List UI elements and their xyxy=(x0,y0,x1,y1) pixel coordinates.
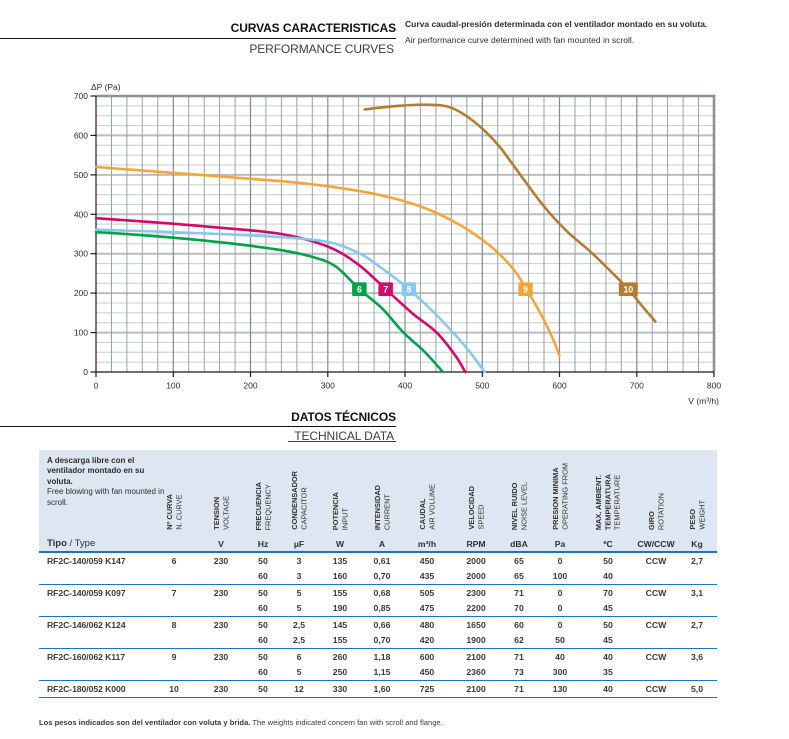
value-cell: 62 xyxy=(514,635,524,646)
y-tick-label: 500 xyxy=(73,169,88,180)
column-header-text xyxy=(418,484,437,530)
y-axis-title: ΔP (Pa) xyxy=(91,82,121,92)
value-cell: 2100 xyxy=(466,651,486,662)
type-label-es: Tipo xyxy=(47,538,67,549)
value-cell: 250 xyxy=(332,667,348,678)
unit-label: RPM xyxy=(466,539,486,549)
value-cell: 0 xyxy=(557,555,563,566)
header-line-en: OPERATING FROM xyxy=(560,463,569,530)
value-cell: 230 xyxy=(213,683,229,694)
value-cell: 60 xyxy=(514,619,524,630)
unit-label: dBA xyxy=(510,539,528,549)
value-cell: 2,7 xyxy=(690,619,704,630)
x-tick-label: 100 xyxy=(166,380,181,391)
value-cell: 0 xyxy=(557,587,563,598)
column-header-text xyxy=(165,494,184,530)
value-cell: 475 xyxy=(419,603,435,614)
value-cell: 60 xyxy=(258,571,268,582)
table-row xyxy=(39,681,717,697)
column-header-text xyxy=(254,482,273,530)
value-cell: 40 xyxy=(603,651,613,662)
value-cell: 0,85 xyxy=(373,603,391,614)
column-header-text xyxy=(212,496,231,530)
value-cell: 5 xyxy=(296,667,302,678)
value-cell: 480 xyxy=(419,619,435,630)
value-cell: 50 xyxy=(258,619,268,630)
unit-label: A xyxy=(378,539,386,549)
curve-label-9: 9 xyxy=(523,284,528,295)
curves-title-en: PERFORMANCE CURVES xyxy=(249,42,394,56)
value-cell: 65 xyxy=(514,571,524,582)
value-cell: 230 xyxy=(213,587,229,598)
value-cell: 6 xyxy=(171,555,177,566)
curves-description xyxy=(405,19,750,46)
value-cell: 420 xyxy=(419,635,435,646)
header-line-es: POTENCIA xyxy=(330,491,340,530)
value-cell: 45 xyxy=(603,603,613,614)
model-cell: RF2C-160/062 K117 xyxy=(47,651,125,662)
column-header-6 xyxy=(363,452,401,530)
y-tick-label: 0 xyxy=(83,367,88,377)
table-row xyxy=(39,665,717,681)
column-header-3 xyxy=(245,452,281,530)
value-cell: 2,5 xyxy=(292,619,306,630)
x-tick-label: 400 xyxy=(397,380,413,391)
x-tick-label: 200 xyxy=(243,380,258,391)
value-cell: 1,18 xyxy=(373,651,391,662)
header-line-en: CURRENT xyxy=(382,493,391,530)
value-cell: CCW xyxy=(645,555,667,566)
value-cell: 155 xyxy=(332,587,348,598)
model-cell: RF2C-140/059 K097 xyxy=(47,587,126,598)
value-cell: 50 xyxy=(555,635,565,646)
x-tick-label: 800 xyxy=(706,380,722,391)
y-tick-label: 600 xyxy=(73,130,88,141)
x-tick-label: 600 xyxy=(552,380,567,391)
value-cell: 1900 xyxy=(466,635,486,646)
header-line-es: PRESION MINIMA xyxy=(550,467,560,530)
value-cell: 60 xyxy=(258,603,268,614)
curve-label-7: 7 xyxy=(383,284,389,295)
value-cell: 50 xyxy=(258,683,268,694)
value-cell: 330 xyxy=(332,683,348,694)
header-line-en: WEIGHT xyxy=(697,500,706,530)
x-tick-label: 0 xyxy=(93,380,99,391)
column-header-9 xyxy=(499,452,539,530)
column-header-10 xyxy=(539,452,581,530)
value-cell: 505 xyxy=(419,587,435,598)
value-cell: 45 xyxy=(603,635,613,646)
value-cell: 60 xyxy=(258,667,268,678)
header-line-es: CONDENSADOR xyxy=(289,471,299,530)
value-cell: 50 xyxy=(603,619,613,630)
unit-label: m³/h xyxy=(417,539,437,549)
header-line-es: NIVEL RUIDO xyxy=(509,482,519,530)
weights-footnote-en: The weights indicated concern fan with scroll and flange. xyxy=(252,717,443,727)
value-cell: 260 xyxy=(332,651,348,662)
header-line-es2: TEMPERATURA xyxy=(603,473,613,530)
value-cell: 50 xyxy=(603,555,613,566)
header-line-es: FRECUENCIA xyxy=(253,481,263,530)
model-cell: RF2C-180/052 K000 xyxy=(47,683,126,694)
unit-label: ºC xyxy=(603,539,613,549)
value-cell: 71 xyxy=(514,651,524,662)
value-cell: 1650 xyxy=(466,619,486,630)
technical-title-en-rule xyxy=(288,441,396,442)
curves-description-es: Curva caudal-presión determinada con el ventilador montado en su voluta. xyxy=(405,19,708,29)
value-cell: 71 xyxy=(514,587,524,598)
value-cell: 0,70 xyxy=(373,571,391,582)
value-cell: 160 xyxy=(332,571,348,582)
unit-label: CW/CCW xyxy=(637,539,675,549)
value-cell: 300 xyxy=(552,667,568,678)
table-units-row xyxy=(39,535,717,549)
value-cell: 0,68 xyxy=(373,587,391,598)
value-cell: 725 xyxy=(419,683,435,694)
value-cell: CCW xyxy=(645,619,667,630)
value-cell: 40 xyxy=(603,683,613,694)
unit-label: Hz xyxy=(257,539,269,549)
column-header-1 xyxy=(151,452,197,530)
header-line-es: GIRO xyxy=(646,511,656,530)
value-cell: CCW xyxy=(645,651,667,662)
column-header-text xyxy=(373,485,392,530)
value-cell: 9 xyxy=(171,651,177,662)
type-column-header xyxy=(47,538,95,549)
x-tick-label: 300 xyxy=(320,380,335,391)
header-line-en: AIR VOLUME xyxy=(427,484,436,530)
curves-description-en: Air performance curve determined with fan mounted in scroll. xyxy=(405,35,635,46)
model-cell: RF2C-146/062 K124 xyxy=(47,619,126,630)
header-line-en: FREQUENCY xyxy=(263,483,272,530)
value-cell: 40 xyxy=(555,651,565,662)
value-cell: 450 xyxy=(419,555,435,566)
value-cell: 3,6 xyxy=(690,651,704,662)
value-cell: 71 xyxy=(514,683,524,694)
value-cell: 0,61 xyxy=(373,555,391,566)
header-line-es: TENSION xyxy=(211,497,221,530)
header-line-es: CAUDAL xyxy=(417,498,427,530)
value-cell: 70 xyxy=(514,603,524,614)
table-row xyxy=(39,601,717,617)
value-cell: 2,7 xyxy=(690,555,704,566)
model-group-9 xyxy=(39,649,717,681)
unit-label: W xyxy=(335,539,345,549)
column-header-text xyxy=(510,482,529,530)
unit-label: µF xyxy=(293,539,305,549)
table-row xyxy=(39,649,717,665)
column-header-13 xyxy=(677,452,717,530)
value-cell: 130 xyxy=(552,683,568,694)
model-group-8 xyxy=(39,617,717,649)
y-tick-label: 300 xyxy=(73,248,88,259)
value-cell: 190 xyxy=(332,603,348,614)
header-line-en: SPEED xyxy=(476,504,485,530)
value-cell: 155 xyxy=(332,635,348,646)
value-cell: 70 xyxy=(603,587,613,598)
value-cell: 2360 xyxy=(466,667,486,678)
value-cell: 12 xyxy=(294,683,304,694)
value-cell: 3,1 xyxy=(690,587,704,598)
value-cell: 35 xyxy=(603,667,613,678)
column-header-text xyxy=(688,500,707,530)
unit-label: V xyxy=(218,539,224,549)
value-cell: 2000 xyxy=(466,571,486,582)
value-cell: 2,5 xyxy=(292,635,306,646)
column-header-text xyxy=(290,471,309,530)
value-cell: 2000 xyxy=(466,555,486,566)
table-header-band xyxy=(39,450,717,553)
value-cell: 50 xyxy=(258,587,268,598)
y-tick-label: 100 xyxy=(73,327,88,338)
header-line-es: PESO xyxy=(687,509,697,530)
header-line-en: TEMPERATURE xyxy=(612,474,622,530)
column-header-7 xyxy=(401,452,453,530)
value-cell: 5,0 xyxy=(690,683,704,694)
value-cell: 5 xyxy=(296,587,302,598)
value-cell: 435 xyxy=(419,571,435,582)
value-cell: 10 xyxy=(169,683,179,694)
value-cell: 600 xyxy=(419,651,435,662)
table-row xyxy=(39,569,717,585)
y-tick-label: 700 xyxy=(73,91,88,101)
table-row xyxy=(39,553,717,569)
value-cell: 0 xyxy=(557,619,563,630)
value-cell: 65 xyxy=(514,555,524,566)
technical-title-en: TECHNICAL DATA xyxy=(294,429,394,443)
y-tick-label: 200 xyxy=(73,288,88,299)
type-label-en: Type xyxy=(74,538,96,549)
model-group-7 xyxy=(39,585,717,617)
value-cell: 230 xyxy=(213,555,229,566)
header-line-es: INTENSIDAD xyxy=(372,484,382,530)
technical-title-es: DATOS TÉCNICOS xyxy=(291,410,396,424)
value-cell: 2200 xyxy=(466,603,486,614)
column-header-text xyxy=(331,492,350,530)
column-header-8 xyxy=(453,452,499,530)
header-line-en: ROTATION xyxy=(656,492,665,530)
model-group-10 xyxy=(39,681,717,698)
table-intro-en: Free blowing with fan mounted in scroll. xyxy=(47,487,165,507)
x-tick-label: 500 xyxy=(475,380,490,391)
column-header-text xyxy=(467,486,486,530)
curve-label-8: 8 xyxy=(406,284,412,295)
curves-title-es: CURVAS CARACTERISTICAS xyxy=(230,21,396,35)
value-cell: 0 xyxy=(557,603,563,614)
weights-footnote-es: Los pesos indicados son del ventilador con voluta y brida. xyxy=(39,717,251,727)
technical-data-table xyxy=(39,450,717,698)
value-cell: 100 xyxy=(552,571,568,582)
column-header-text xyxy=(551,463,570,530)
value-cell: 135 xyxy=(332,555,348,566)
value-cell: 7 xyxy=(171,587,177,598)
performance-curves-chart xyxy=(0,80,789,415)
value-cell: 450 xyxy=(419,667,435,678)
value-cell: 50 xyxy=(258,555,268,566)
value-cell: 50 xyxy=(258,651,268,662)
column-header-2 xyxy=(197,452,245,530)
weights-footnote xyxy=(39,718,443,727)
value-cell: 145 xyxy=(332,619,348,630)
header-line-en: INPUT xyxy=(340,507,349,530)
value-cell: 40 xyxy=(603,571,613,582)
curves-title-rule xyxy=(0,38,396,39)
model-group-6 xyxy=(39,553,717,585)
value-cell: CCW xyxy=(645,683,667,694)
header-line-en: N. CURVE xyxy=(174,494,183,530)
value-cell: 3 xyxy=(296,571,302,582)
curve-label-6: 6 xyxy=(356,284,362,295)
header-line-es: Nº CURVA xyxy=(164,494,174,530)
value-cell: 2100 xyxy=(466,683,486,694)
header-line-es: VELOCIDAD xyxy=(466,486,476,530)
table-row xyxy=(39,585,717,601)
value-cell: 1,15 xyxy=(373,667,391,678)
value-cell: 0,70 xyxy=(373,635,391,646)
technical-title-rule xyxy=(0,426,396,427)
value-cell: 0,66 xyxy=(373,619,391,630)
column-header-12 xyxy=(635,452,677,530)
header-line-en: CAPACITOR xyxy=(299,487,308,530)
value-cell: 73 xyxy=(514,667,524,678)
column-header-11 xyxy=(581,452,635,530)
x-tick-label: 700 xyxy=(629,380,644,391)
value-cell: 2300 xyxy=(466,587,486,598)
unit-label: Pa xyxy=(554,539,566,549)
value-cell: 1,60 xyxy=(373,683,391,694)
table-intro-es: A descarga libre con el ventilador montado en su voluta. xyxy=(47,456,145,486)
header-line-es: MAX. AMBIENT. xyxy=(594,474,604,530)
header-line-en: NOISE LEVEL xyxy=(519,481,528,530)
value-cell: 6 xyxy=(296,651,302,662)
column-header-text xyxy=(594,474,622,530)
value-cell: 5 xyxy=(296,603,302,614)
header-line-en: VOLTAGE xyxy=(221,496,230,530)
table-row xyxy=(39,617,717,633)
value-cell: CCW xyxy=(645,587,667,598)
column-header-5 xyxy=(317,452,363,530)
curve-label-10: 10 xyxy=(623,284,634,295)
unit-label: Kg xyxy=(691,539,703,549)
value-cell: 230 xyxy=(213,619,229,630)
table-body xyxy=(39,553,717,698)
y-tick-label: 400 xyxy=(73,209,88,220)
value-cell: 60 xyxy=(258,635,268,646)
model-cell: RF2C-140/059 K147 xyxy=(47,555,126,566)
value-cell: 230 xyxy=(213,651,229,662)
x-axis-title: V (m³/h) xyxy=(688,396,719,406)
value-cell: 3 xyxy=(296,555,302,566)
column-header-4 xyxy=(281,452,317,530)
value-cell: 8 xyxy=(171,619,177,630)
column-header-text xyxy=(647,493,666,530)
table-row xyxy=(39,633,717,649)
type-label-separator: / xyxy=(66,538,75,549)
